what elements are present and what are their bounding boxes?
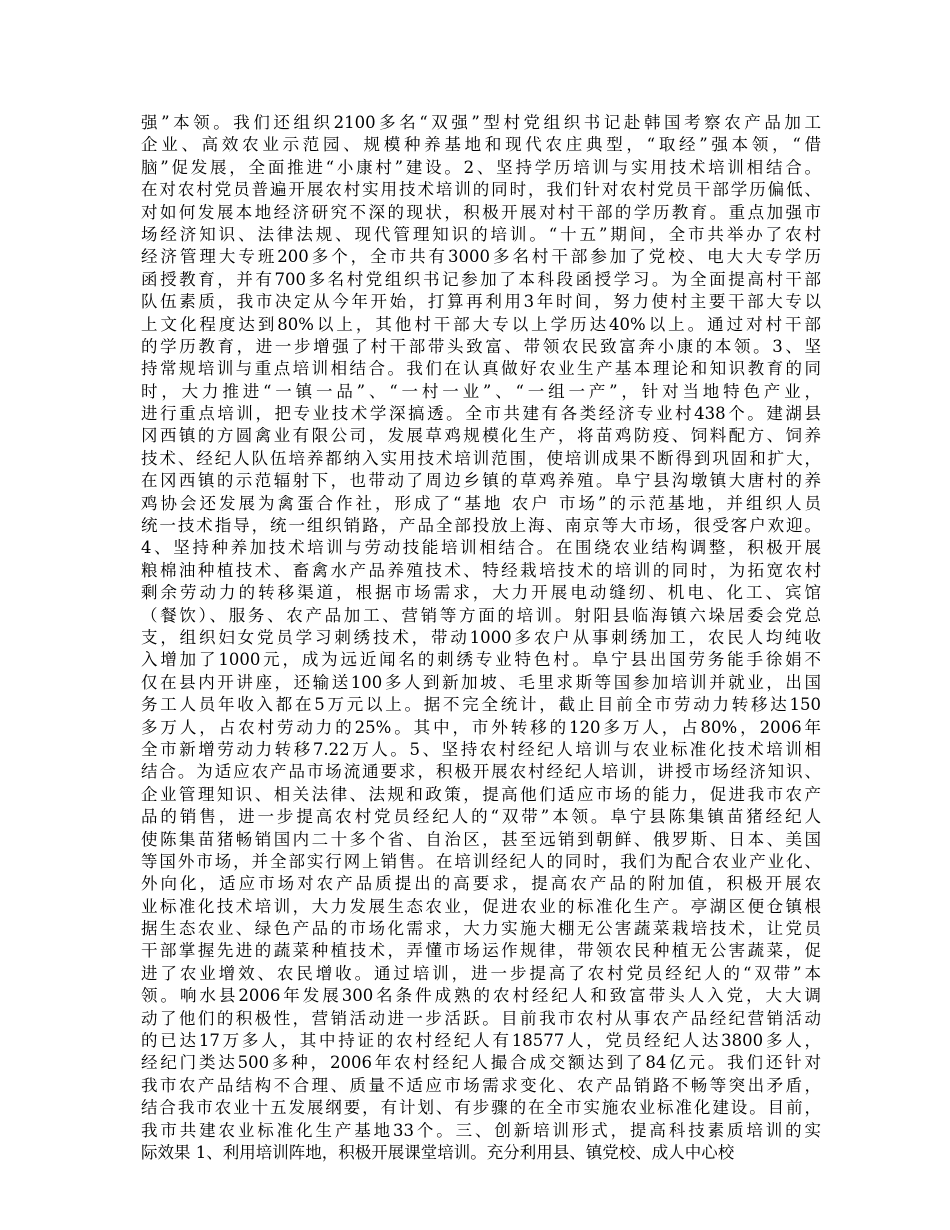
text-line: 动了他们的积极性，营销活动进一步活跃。目前我市农村从事农产品经纪营销活动 (141, 1008, 821, 1028)
text-line: 领。响水县2006年发展300名条件成熟的农村经纪人和致富带头人入党，大大调 (141, 986, 821, 1006)
text-line: 务工人员年收入都在5万元以上。据不完全统计，截止目前全市劳动力转移达150 (141, 695, 821, 715)
text-line: 进了农业增效、农民增收。通过培训，进一步提高了农村党员经纪人的“双带”本 (141, 963, 821, 983)
text-line: 支，组织妇女党员学习刺绣技术，带动1000多农户从事刺绣加工，农民人均纯收 (141, 627, 821, 647)
body-text (141, 112, 821, 1164)
text-line: 经济管理大专班200多个，全市共有3000多名村干部参加了党校、电大大专学历 (141, 247, 821, 267)
text-line: 函授教育，并有700多名村党组织书记参加了本科段函授学习。为全面提高村干部 (141, 269, 821, 289)
text-line: 队伍素质，我市决定从今年开始，打算再利用3年时间，努力使村主要干部大专以 (141, 292, 821, 312)
text-line: 据生态农业、绿色产品的市场化需求，大力实施大棚无公害蔬菜栽培技术，让党员 (141, 919, 821, 939)
text-line: 企业、高效农业示范园、规模种养基地和现代农庄典型，“取经”强本领，“借 (141, 135, 821, 155)
text-line: 外向化，适应市场对农产品质提出的高要求，提高农产品的附加值，积极开展农 (141, 874, 821, 894)
text-line: 剩余劳动力的转移渠道，根据市场需求，大力开展电动缝纫、机电、化工、宾馆 (141, 583, 821, 603)
text-line: 干部掌握先进的蔬菜种植技术，弄懂市场运作规律，带领农民种植无公害蔬菜，促 (141, 941, 821, 961)
text-line: 使陈集苗猪畅销国内二十多个省、自治区，甚至远销到朝鲜、俄罗斯、日本、美国 (141, 829, 821, 849)
text-line: 进行重点培训，把专业技术学深搞透。全市共建有各类经济专业村438个。建湖县 (141, 404, 821, 424)
text-line: 统一技术指导，统一组织销路，产品全部投放上海、南京等大市场，很受客户欢迎。 (141, 516, 821, 536)
text-line: 上文化程度达到80%以上，其他村干部大专以上学历达40%以上。通过对村干部 (141, 314, 821, 334)
text-line: 脑”促发展，全面推进“小康村”建设。2、坚持学历培训与实用技术培训相结合。 (141, 157, 821, 177)
text-line: 鸡协会还发展为禽蛋合作社，形成了“基地 农户 市场”的示范基地，并组织人员 (141, 493, 821, 513)
text-line: 仅在县内开讲座，还输送100多人到新加坡、毛里求斯等国参加培训并就业，出国 (141, 672, 821, 692)
text-line: 业标准化技术培训，大力发展生态农业，促进农业的标准化生产。亭湖区便仓镇根 (141, 896, 821, 916)
text-line: 结合。为适应农产品市场流通要求，积极开展农村经纪人培训，讲授市场经济知识、 (141, 762, 821, 782)
text-line: 在冈西镇的示范辐射下，也带动了周边乡镇的草鸡养殖。阜宁县沟墩镇大唐村的养 (141, 471, 821, 491)
text-line: 对如何发展本地经济研究不深的现状，积极开展对村干部的学历教育。重点加强市 (141, 202, 821, 222)
text-line: 全市新增劳动力转移7.22万人。5、坚持农村经纪人培训与农业标准化技术培训相 (141, 739, 821, 759)
text-line: 技术、经纪人队伍培养都纳入实用技术培训范围，使培训成果不断得到巩固和扩大， (141, 448, 821, 468)
text-line: 的学历教育，进一步增强了村干部带头致富、带领农民致富奔小康的本领。3、坚 (141, 336, 821, 356)
text-line: 持常规培训与重点培训相结合。我们在认真做好农业生产基本理论和知识教育的同 (141, 359, 821, 379)
text-line: 强”本领。我们还组织2100多名“双强”型村党组织书记赴韩国考察农产品加工 (141, 113, 821, 132)
text-line: 入增加了1000元，成为远近闻名的刺绣专业特色村。阜宁县出国劳务能手徐娟不 (141, 650, 821, 670)
text-line: 多万人，占农村劳动力的25%。其中，市外转移的120多万人，占80%，2006年 (141, 717, 821, 737)
text-line: 等国外市场，并全部实行网上销售。在培训经纪人的同时，我们为配合农业产业化、 (141, 851, 821, 871)
text-line: 经纪门类达500多种，2006年农村经纪人撮合成交额达到了84亿元。我们还针对 (141, 1053, 821, 1073)
text-line: 结合我市农业十五发展纲要，有计划、有步骤的在全市实施农业标准化建设。目前， (141, 1098, 821, 1118)
text-line: 我市共建农业标准化生产基地33个。三、创新培训形式，提高科技素质培训的实 (141, 1120, 821, 1140)
text-line: 在对农村党员普遍开展农村实用技术培训的同时，我们针对农村党员干部学历偏低、 (141, 180, 821, 200)
text-line: 时，大力推进“一镇一品”、“一村一业”、“一组一产”，针对当地特色产业， (141, 381, 821, 401)
text-line: 际效果 1、利用培训阵地，积极开展课堂培训。充分利用县、镇党校、成人中心校 (141, 1142, 735, 1162)
text-line: 场经济知识、法律法规、现代管理知识的培训。“十五”期间，全市共举办了农村 (141, 224, 821, 244)
text-line: 我市农产品结构不合理、质量不适应市场需求变化、农产品销路不畅等突出矛盾， (141, 1075, 821, 1095)
text-line: （餐饮）、服务、农产品加工、营销等方面的培训。射阳县临海镇六垛居委会党总 (141, 605, 821, 625)
text-line: 品的销售，进一步提高农村党员经纪人的“双带”本领。阜宁县陈集镇苗猪经纪人 (141, 807, 821, 827)
text-line: 4、坚持种养加技术培训与劳动技能培训相结合。在围绕农业结构调整，积极开展 (141, 538, 821, 558)
text-line: 的已达17万多人，其中持证的农村经纪人有18577人，党员经纪人达3800多人， (141, 1031, 821, 1051)
text-line: 冈西镇的方圆禽业有限公司，发展草鸡规模化生产，将苗鸡防疫、饲料配方、饲养 (141, 426, 821, 446)
text-line: 粮棉油种植技术、畜禽水产品养殖技术、特经栽培技术的培训的同时，为拓宽农村 (141, 560, 821, 580)
text-line: 企业管理知识、相关法律、法规和政策，提高他们适应市场的能力，促进我市农产 (141, 784, 821, 804)
